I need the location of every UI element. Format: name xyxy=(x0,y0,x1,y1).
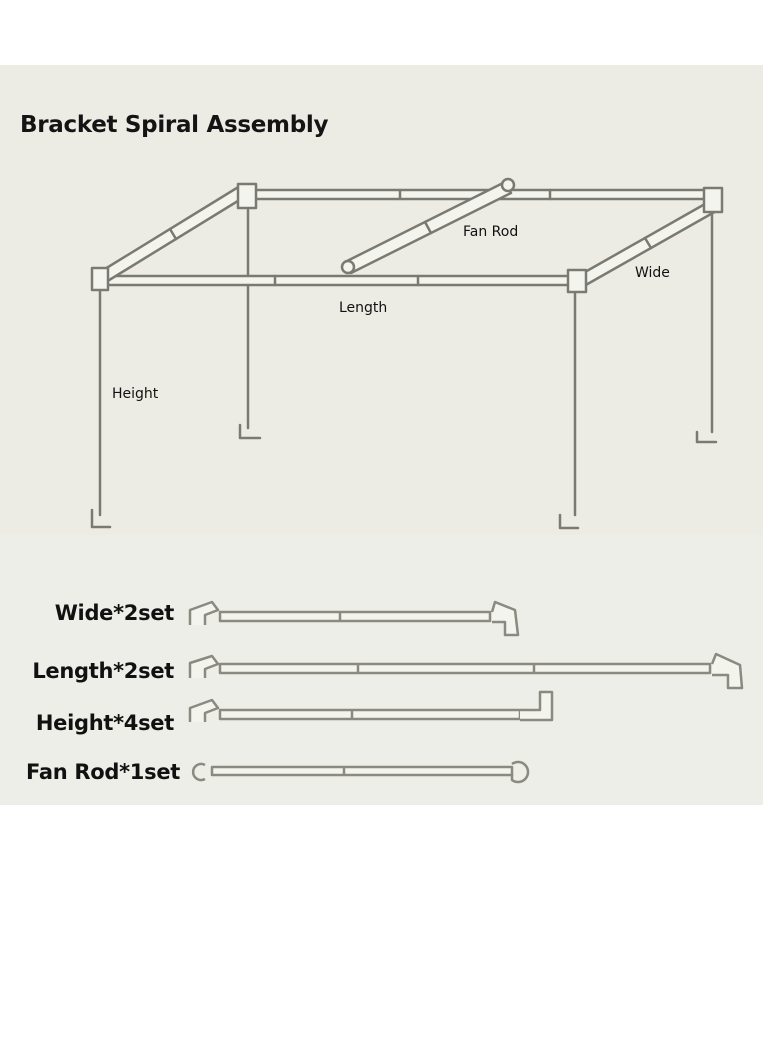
front-right-foot xyxy=(560,515,578,528)
wide-part-tube xyxy=(220,612,490,621)
height-part-end-right xyxy=(520,692,552,720)
back-left-foot xyxy=(240,425,260,438)
label-height: Height xyxy=(112,386,159,402)
fanrod-part-hook-right xyxy=(512,762,528,782)
label-fan-rod: Fan Rod xyxy=(463,224,519,240)
wide-part-end-right xyxy=(492,602,518,635)
corner-front-right xyxy=(568,270,586,292)
part-label-height: Height*4set xyxy=(35,711,174,735)
corner-front-left xyxy=(92,268,108,290)
length-part-end-right xyxy=(712,654,742,688)
fanrod-part-tube xyxy=(212,767,512,775)
length-part-tube xyxy=(220,664,710,673)
length-part-end-left xyxy=(190,656,218,678)
corner-back-left xyxy=(238,184,256,208)
label-length: Length xyxy=(339,300,388,316)
label-wide: Wide xyxy=(635,265,670,281)
fanrod-part-hook-left xyxy=(193,764,205,780)
fan-rod-hook-right xyxy=(502,179,514,191)
height-part-end-left xyxy=(190,700,218,722)
diagram-title: Bracket Spiral Assembly xyxy=(20,112,329,138)
fan-rod-hook-left xyxy=(342,261,354,273)
part-label-fan-rod: Fan Rod*1set xyxy=(26,760,180,784)
part-label-length: Length*2set xyxy=(32,659,174,683)
height-part-tube xyxy=(220,710,520,719)
corner-back-right xyxy=(704,188,722,212)
back-right-foot xyxy=(697,432,716,442)
wide-part-end-left xyxy=(190,602,218,625)
part-label-wide: Wide*2set xyxy=(54,601,174,625)
front-length-beam xyxy=(105,276,580,285)
